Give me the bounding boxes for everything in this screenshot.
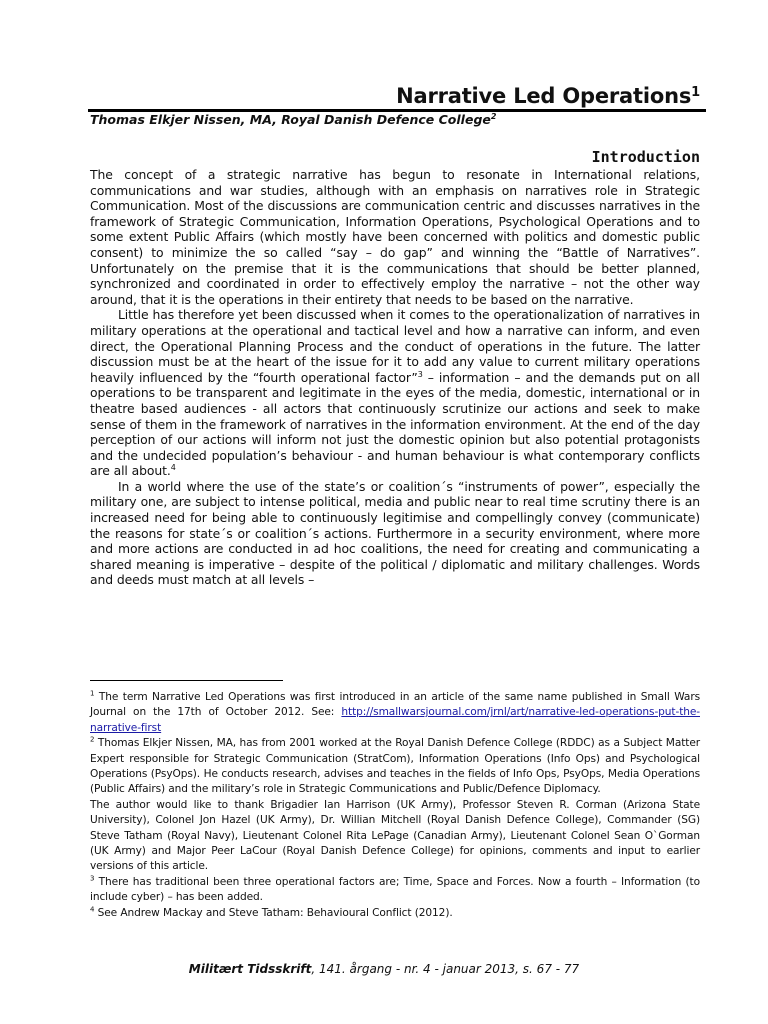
footnote-1-link[interactable]: http://smallwarsjournal.com/jrnl/art/narrative-led-operations-put-the-narrative-first — [90, 706, 700, 734]
footnote-3-text: There has traditional been three operational factors are; Time, Space and Forces. Now a fourth – Information (to include cyber) – has been added. — [90, 875, 700, 904]
footnote-1 — [90, 690, 700, 736]
paragraph-2-part-b: – information – and the demands put on all operations to be transparent and legitimate in the eyes of the media, domestic, international or in theatre based audiences - all actors that continuously scrutinize our actions and seek to make sense of them in the framework of narratives in the information environment. At the end of the day perception of our actions will inform not just the domestic opinion but also potential protagonists and the undecided population’s behaviour - and human behaviour is what contemporary conflicts are all about. — [90, 369, 700, 479]
footnote-ref-4[interactable]: 4 — [170, 463, 176, 473]
journal-citation: , 141. årgang - nr. 4 - januar 2013, s. 67 - 77 — [311, 962, 580, 976]
author-text: Thomas Elkjer Nissen, MA, Royal Danish Defence College — [90, 112, 491, 128]
journal-name: Militært Tidsskrift — [188, 962, 312, 976]
article-title-text: Narrative Led Operations — [396, 84, 692, 108]
footnote-3 — [90, 875, 700, 906]
footnote-2-number: 2 — [90, 735, 95, 744]
footnote-3-number: 3 — [90, 874, 95, 883]
title-footnote-ref[interactable]: 1 — [691, 85, 700, 100]
footnote-ref-3[interactable]: 3 — [417, 369, 423, 379]
paragraph-1: The concept of a strategic narrative has begun to resonate in International relations, communications and war studies, although with an emphasis on narratives role in Strategic Communication. Most of the discussions are communication centric and discusses narratives in the framework of Strategic Communication, Information Operations, Psychological Operations and to some extent Public Affairs (which mostly have been concerned with politics and domestic public consent) to minimize the so called “say – do gap” and winning the “Battle of Narratives”. Unfortunately on the premise that it is the communications that should be better planned, synchronized and coordinated in order to effectively employ the narrative – not the other way around, that it is the operations in their entirety that needs to be based on the narrative. — [90, 167, 700, 307]
footnote-4-text: See Andrew Mackay and Steve Tatham: Behavioural Conflict (2012). — [94, 906, 453, 919]
footnote-2-acknowledgements: The author would like to thank Brigadier Ian Harrison (UK Army), Professor Steven R. Corman (Arizona State University), Colonel Jon Hazel (UK Army), Dr. Willian Mitchell (Royal Danish Defence College), Commander (SG) Steve Tatham (Royal Navy), Lieutenant Colonel Rita LePage (Canadian Army), Lieutenant Colonel Sean O`Gorman (UK Army) and Major Peer LaCour (Royal Danish Defence College) for opinions, comments and input to earlier versions of this article. — [90, 798, 700, 873]
page-footer — [0, 962, 768, 976]
section-heading: Introduction — [591, 148, 700, 166]
footnote-4 — [90, 906, 700, 921]
footnote-1-number: 1 — [90, 689, 95, 698]
paragraph-2-part-a: Little has therefore yet been discussed when it comes to the operationalization of narratives in military operations at the operational and tactical level and how a narrative can inform, and even direct, the Operational Planning Process and the conduct of operations in the future. The latter discussion must be at the heart of the issue for it to add any value to current military operations heavily influenced by the “fourth operational factor” — [90, 307, 700, 385]
footnote-2 — [90, 736, 700, 798]
paragraph-3: In a world where the use of the state’s or coalition´s “instruments of power”, especially the military one, are subject to intense political, media and public near to real time scrutiny there is an increased need for being able to continuously legitimise and compellingly convey (communicate) the reasons for state´s or coalition´s actions. Furthermore in a security environment, where more and more actions are conducted in ad hoc coalitions, the need for creating and communicating a shared meaning is imperative – despite of the political / diplomatic and military challenges. Words and deeds must match at all levels – — [90, 478, 700, 588]
article-title — [396, 84, 700, 108]
footnote-4-number: 4 — [90, 905, 95, 914]
body-text — [90, 167, 700, 588]
footnote-separator — [90, 680, 283, 681]
footnote-2-text: Thomas Elkjer Nissen, MA, has from 2001 worked at the Royal Danish Defence College (RDDC) as a Subject Matter Expert responsible for Strategic Communication (StratCom), Information Operations (Info Ops) and Psychological Operations (PsyOps). He conducts research, advises and teaches in the fields of Info Ops, PsyOps, Media Operations (Public Affairs) and the military’s role in Strategic Communications and Public/Defence Diplomacy. — [90, 737, 700, 796]
author-line — [90, 112, 496, 127]
footnote-1-text: The term Narrative Led Operations was first introduced in an article of the same name published in Small Wars Journal on the 17th of October 2012. See: — [90, 691, 700, 719]
author-footnote-ref[interactable]: 2 — [490, 112, 497, 121]
footnotes — [90, 690, 700, 921]
paragraph-2 — [90, 307, 700, 479]
